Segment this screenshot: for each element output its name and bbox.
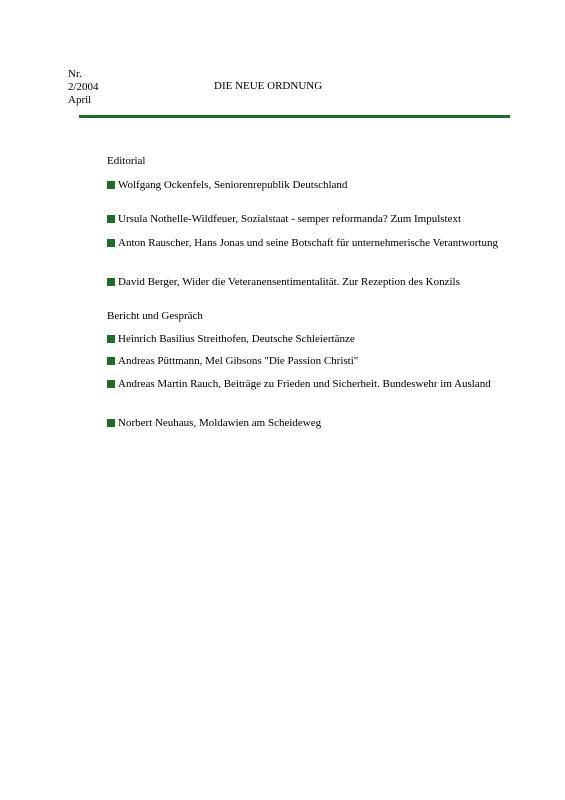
square-bullet-icon — [107, 215, 115, 223]
header-rule — [79, 115, 510, 118]
issue-month: April — [68, 94, 92, 106]
issue-info — [68, 68, 99, 107]
toc-entry[interactable] — [107, 179, 502, 192]
toc-entry[interactable] — [107, 276, 502, 289]
square-bullet-icon — [107, 335, 115, 343]
toc-entry-text: Ursula Nothelle-Wildfeuer, Sozialstaat - semper reformanda? Zum Impulstext — [118, 213, 462, 225]
issue-label: Nr. — [68, 68, 82, 80]
toc-entry-text: Anton Rauscher, Hans Jonas und seine Botschaft für unternehmerische Verantwortung — [118, 237, 498, 249]
square-bullet-icon — [107, 380, 115, 388]
toc-entry-text: Heinrich Basilius Streithofen, Deutsche Schleiertänze — [118, 333, 355, 345]
toc-entry-text: Andreas Püttmann, Mel Gibsons "Die Passion Christi" — [118, 355, 359, 367]
journal-title: DIE NEUE ORDNUNG — [214, 80, 323, 92]
toc-entry-text: David Berger, Wider die Veteranensentimentalität. Zur Rezeption des Konzils — [118, 276, 460, 288]
toc-entry-text: Wolfgang Ockenfels, Seniorenrepublik Deutschland — [118, 179, 348, 191]
square-bullet-icon — [107, 419, 115, 427]
toc-entry[interactable] — [107, 237, 502, 250]
toc-entry[interactable] — [107, 333, 502, 346]
square-bullet-icon — [107, 278, 115, 286]
toc-entry-text: Andreas Martin Rauch, Beiträge zu Frieden und Sicherheit. Bundeswehr im Ausland — [118, 378, 491, 390]
toc-entry-text: Norbert Neuhaus, Moldawien am Scheideweg — [118, 417, 322, 429]
issue-number: 2/2004 — [68, 81, 99, 93]
section-heading-bericht: Bericht und Gespräch — [107, 310, 203, 322]
toc-entry[interactable] — [107, 378, 502, 391]
toc-entry[interactable] — [107, 417, 502, 430]
square-bullet-icon — [107, 357, 115, 365]
toc-entry[interactable] — [107, 355, 502, 368]
toc-entry[interactable] — [107, 213, 502, 226]
square-bullet-icon — [107, 181, 115, 189]
section-heading-editorial: Editorial — [107, 155, 146, 167]
square-bullet-icon — [107, 239, 115, 247]
